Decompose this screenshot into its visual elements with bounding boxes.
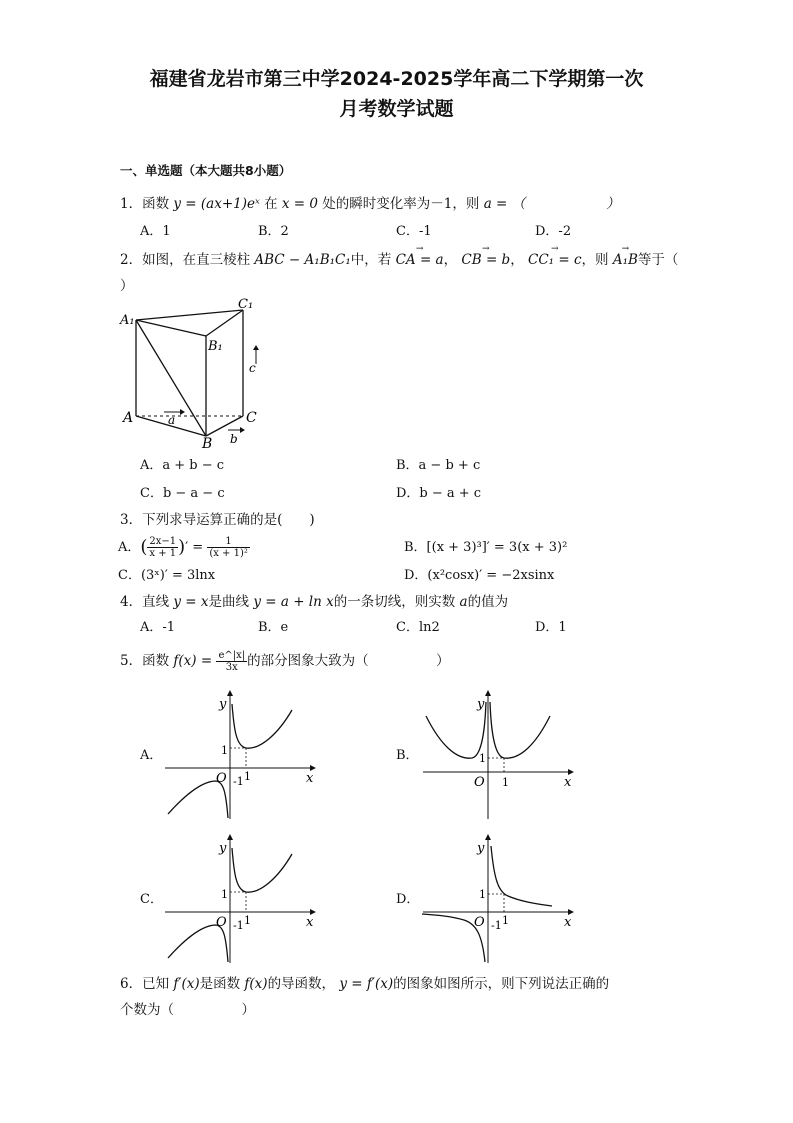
q2-close-paren: ） xyxy=(120,278,134,294)
q6-pre: 已知 xyxy=(142,976,170,992)
q3-a-num: 2x−1 xyxy=(149,536,177,547)
q5-number: 5． xyxy=(120,653,143,669)
graph-option-d xyxy=(418,828,578,968)
q1-number: 1． xyxy=(120,196,143,212)
question-5 xyxy=(120,650,450,673)
q4-option-c[interactable]: C．ln2 xyxy=(396,620,440,635)
y-tick-neg1: -1 xyxy=(233,775,244,788)
curve-left xyxy=(168,925,228,962)
q1-cond: x = 0 xyxy=(281,196,318,212)
y-axis-arrow xyxy=(227,834,233,840)
x-label: x xyxy=(564,915,572,930)
curve-right xyxy=(232,848,292,892)
q2-vector-a1b: → A₁B xyxy=(613,250,638,270)
q6-number: 6． xyxy=(120,976,143,992)
q5-fden: 3x xyxy=(225,662,238,673)
q3-option-c[interactable]: C．(3ˣ)′ = 3lnx xyxy=(118,568,216,583)
q4-option-a[interactable]: A．-1 xyxy=(140,620,176,635)
label-vec-a: a xyxy=(168,413,176,427)
origin-label: O xyxy=(216,771,227,786)
graph-option-b xyxy=(418,684,578,824)
q2-option-d[interactable]: D．b − a + c xyxy=(396,486,482,501)
x-label: x xyxy=(564,775,572,790)
q5-option-b[interactable]: B． xyxy=(396,748,419,763)
q3-a-den: x + 1 xyxy=(149,548,177,559)
prism-figure xyxy=(118,298,268,448)
x-label: x xyxy=(306,771,314,786)
y-label: y xyxy=(219,697,227,712)
q2-vector-ca: → CA = a xyxy=(396,250,444,270)
q4-number: 4． xyxy=(120,594,143,610)
q4-option-d[interactable]: D．1 xyxy=(535,620,567,635)
y-tick-1: 1 xyxy=(221,888,228,901)
q4-option-b[interactable]: B．e xyxy=(258,620,289,635)
q3-text: 下列求导运算正确的是( ) xyxy=(142,512,315,528)
y-axis-arrow xyxy=(485,834,491,840)
graph-option-c xyxy=(160,828,320,968)
q5-fraction xyxy=(216,650,247,673)
q3-a-result xyxy=(207,536,250,559)
q5-fx: f(x) = xyxy=(173,653,213,669)
q3-a-rden: (x + 1)² xyxy=(209,548,248,559)
q6-line2: 个数为（ ） xyxy=(120,1002,255,1018)
q4-pre: 直线 xyxy=(142,594,170,610)
origin-label: O xyxy=(474,775,485,790)
q3-a-label: A． xyxy=(118,540,141,555)
q2-prism: ABC − A₁B₁C₁ xyxy=(254,252,351,268)
q5-pre: 函数 xyxy=(142,653,170,669)
q4-mid: 是曲线 xyxy=(208,594,250,610)
label-vec-c: c xyxy=(249,361,256,375)
arrow-b-head xyxy=(240,427,245,433)
q3-option-b[interactable]: B．[(x + 3)³]′ = 3(x + 3)² xyxy=(404,540,568,555)
origin-label: O xyxy=(474,915,485,930)
question-6 xyxy=(120,974,609,994)
q6-fprime: f′(x) xyxy=(173,976,200,992)
y-tick-neg1: -1 xyxy=(491,919,502,932)
exam-title-line2: 月考数学试题 xyxy=(339,98,454,120)
x-tick-1: 1 xyxy=(502,914,509,927)
q6-mid2: 的导函数， xyxy=(267,976,336,992)
q5-option-c[interactable]: C． xyxy=(140,892,163,907)
q2-vector-cc1: → CC₁ = c xyxy=(528,250,582,270)
q6-mid: 是函数 xyxy=(199,976,241,992)
y-tick-neg1: -1 xyxy=(233,919,244,932)
label-c1: C₁ xyxy=(238,298,254,312)
q1-formula: y = (ax+1)eˣ xyxy=(173,196,260,212)
q4-curve: y = a + ln x xyxy=(253,594,334,610)
q2-number: 2． xyxy=(120,252,143,268)
q2-vector-cb: → CB = b xyxy=(461,250,510,270)
curve-right xyxy=(232,704,292,748)
q3-a-eq: ′ = xyxy=(185,540,204,555)
q5-fnum: e^|x| xyxy=(218,650,246,661)
x-tick-1: 1 xyxy=(244,914,251,927)
q3-a-rnum: 1 xyxy=(207,536,250,548)
q2-option-a[interactable]: A．a + b − c xyxy=(140,458,225,473)
arrow-c-head xyxy=(253,345,259,350)
q4-var: a xyxy=(459,594,468,610)
q6-graph: y = f′(x) xyxy=(339,976,394,992)
q3-a-fraction xyxy=(147,536,178,559)
q5-option-d[interactable]: D． xyxy=(396,892,420,907)
q1-option-b[interactable]: B．2 xyxy=(258,224,289,239)
q2-pre: 如图，在直三棱柱 xyxy=(142,252,251,268)
y-tick-1: 1 xyxy=(221,744,228,757)
curve-right xyxy=(491,846,552,906)
label-a1: A₁ xyxy=(120,313,135,328)
y-axis-arrow xyxy=(485,690,491,696)
q6-post: 的图象如图所示，则下列说法正确的 xyxy=(393,976,610,992)
q3-number: 3． xyxy=(120,512,143,528)
q4-post: 的一条切线，则实数 xyxy=(333,594,456,610)
q1-post: 处的瞬时变化率为－1，则 xyxy=(322,196,480,212)
q4-end: 的值为 xyxy=(467,594,509,610)
q1-ask: a = （ ） xyxy=(483,196,620,212)
q2-mid: 中，若 xyxy=(350,252,392,268)
edge-a1-b1 xyxy=(136,320,206,336)
x-tick-1: 1 xyxy=(244,770,251,783)
q1-option-c[interactable]: C．-1 xyxy=(396,224,432,239)
q1-option-d[interactable]: D．-2 xyxy=(535,224,572,239)
q3-option-d[interactable]: D．(x²cosx)′ = −2xsinx xyxy=(404,568,555,583)
y-label: y xyxy=(219,841,227,856)
q2-then: ，则 xyxy=(581,252,609,268)
curve-left xyxy=(168,781,228,818)
label-b: B xyxy=(202,436,213,448)
question-2: 2．如图，在直三棱柱 ABC − A₁B₁C₁中，若 → CA = a， → CB = b， → CC₁ = c，则 → A₁B等于（ xyxy=(120,250,678,270)
section-heading: 一、单选题（本大题共8小题） xyxy=(120,163,292,178)
graph-option-a xyxy=(160,684,320,824)
curve-right xyxy=(490,702,550,758)
q1-mid: 在 xyxy=(264,196,278,212)
y-label: y xyxy=(477,697,485,712)
q5-post: 的部分图象大致为（ ） xyxy=(247,653,450,669)
question-1 xyxy=(120,194,620,214)
x-label: x xyxy=(306,915,314,930)
x-tick-1: 1 xyxy=(502,776,509,789)
origin-label: O xyxy=(216,915,227,930)
label-b1: B₁ xyxy=(208,339,223,354)
q1-pre: 函数 xyxy=(142,196,170,212)
label-c: C xyxy=(246,410,257,426)
q4-line: y = x xyxy=(173,594,209,610)
question-3 xyxy=(120,510,315,530)
q2-post: 等于（ xyxy=(637,252,679,268)
label-vec-b: b xyxy=(230,432,238,446)
edge-b1-c1 xyxy=(206,310,243,336)
y-tick-1: 1 xyxy=(479,752,486,765)
q1-option-a[interactable]: A．1 xyxy=(140,224,171,239)
arrow-a-head xyxy=(180,409,185,415)
q2-option-b[interactable]: B．a − b + c xyxy=(396,458,481,473)
q5-option-a[interactable]: A． xyxy=(140,748,163,763)
q3-option-a[interactable]: A．( $\frac{2x-1}{x + 1}$ )′ = $\frac{1}{\text{(x + 1)²}}$ xyxy=(118,536,248,559)
edge-a1-c1 xyxy=(136,310,243,320)
y-tick-1: 1 xyxy=(479,888,486,901)
y-label: y xyxy=(477,841,485,856)
q6-f: f(x) xyxy=(244,976,268,992)
exam-title-line1: 福建省龙岩市第三中学2024-2025学年高二下学期第一次 xyxy=(149,68,644,90)
label-a: A xyxy=(123,410,134,426)
q2-option-c[interactable]: C．b − a − c xyxy=(140,486,225,501)
y-axis-arrow xyxy=(227,690,233,696)
question-4 xyxy=(120,592,508,612)
